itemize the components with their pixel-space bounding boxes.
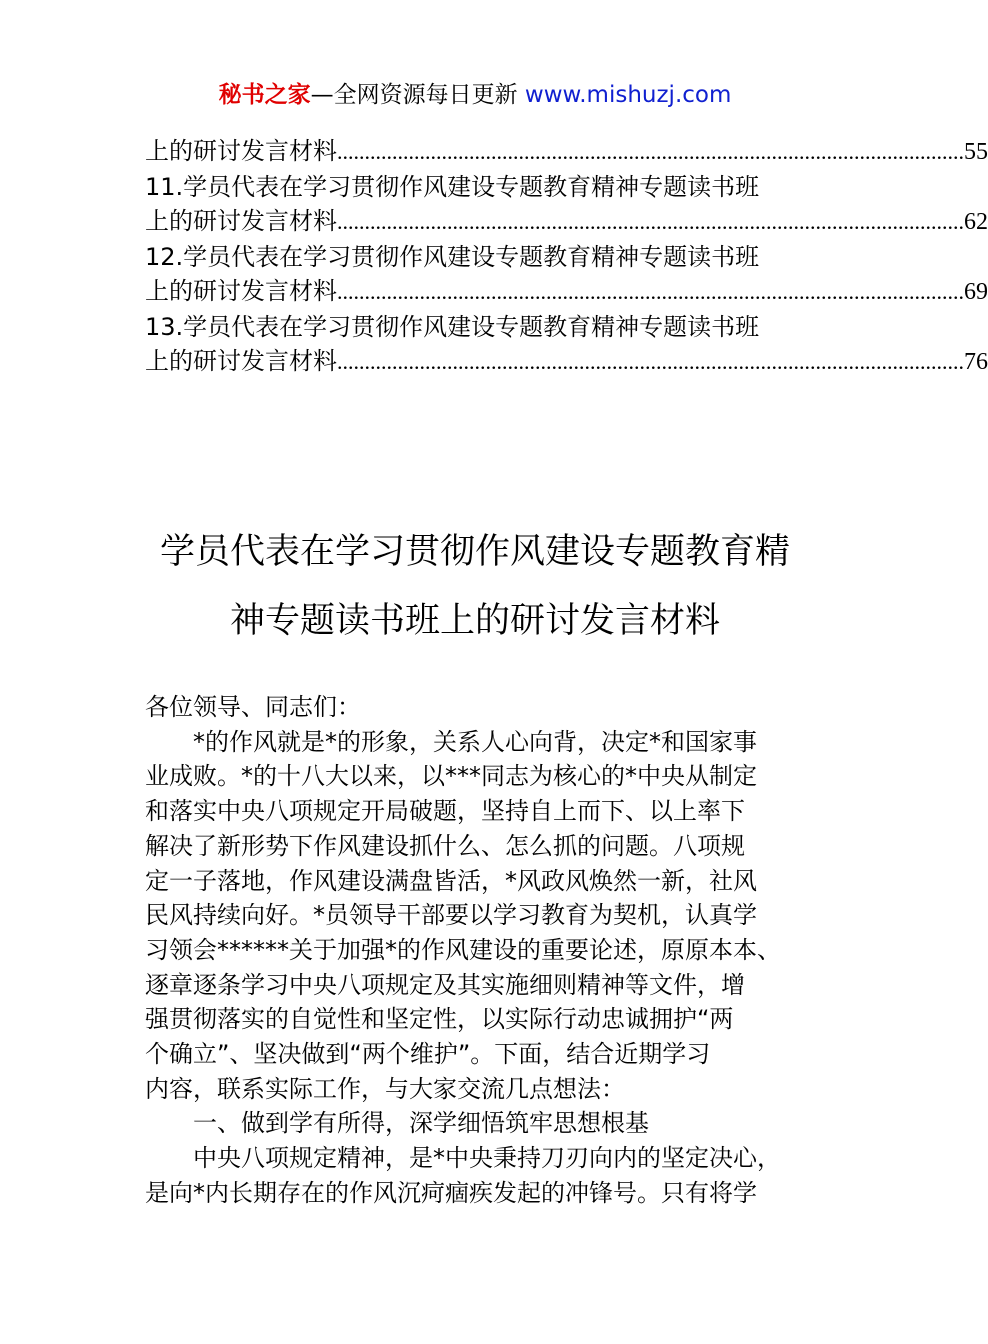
- document-title-line-2: 神专题读书班上的研讨发言材料: [229, 601, 720, 641]
- toc-leader: ..................................................................................................................: [337, 139, 964, 164]
- toc-leader: ..................................................................................................................: [337, 349, 964, 374]
- toc-line[interactable]: [145, 240, 805, 275]
- toc-line[interactable]: [145, 310, 805, 345]
- toc-entry-text: 上的研讨发言材料: [145, 207, 337, 235]
- toc-entry-text: 11.学员代表在学习贯彻作风建设专题教育精神专题读书班: [145, 172, 760, 201]
- toc-line[interactable]: [145, 274, 988, 310]
- body-line: 个确立”、坚决做到“两个维护”。下面，结合近期学习: [145, 1040, 711, 1069]
- toc-entry-text: 上的研讨发言材料: [145, 347, 337, 375]
- document-title-line-1: 学员代表在学习贯彻作风建设专题教育精: [159, 532, 790, 572]
- site-url[interactable]: www.mishuzj.com: [524, 82, 732, 108]
- body-line: 和落实中央八项规定开局破题，坚持自上而下、以上率下: [145, 797, 745, 826]
- body-line: 强贯彻落实的自觉性和坚定性，以实际行动忠诚拥护“两: [145, 1005, 734, 1034]
- toc-page-number: 55: [964, 139, 988, 165]
- toc-line[interactable]: [145, 344, 988, 380]
- body-line: 定一子落地，作风建设满盘皆活，*风政风焕然一新，社风: [145, 866, 757, 895]
- toc-line[interactable]: [145, 134, 988, 170]
- body-line: 内容，联系实际工作，与大家交流几点想法：: [145, 1074, 625, 1103]
- toc-page-number: 76: [964, 349, 988, 375]
- toc-entry-text: 12.学员代表在学习贯彻作风建设专题教育精神专题读书班: [145, 242, 760, 271]
- header-tagline: —全网资源每日更新: [310, 82, 525, 108]
- toc-leader: ..................................................................................................................: [337, 209, 964, 234]
- toc-line[interactable]: [145, 170, 805, 205]
- body-line: 业成败。*的十八大以来，以***同志为核心的*中央从制定: [145, 762, 757, 791]
- document-body: [145, 690, 815, 1211]
- toc-line[interactable]: [145, 204, 988, 240]
- body-line: 逐章逐条学习中央八项规定及其实施细则精神等文件，增: [145, 970, 745, 999]
- section-heading: 一、做到学有所得，深学细悟筑牢思想根基: [193, 1109, 649, 1138]
- salutation: 各位领导、同志们：: [145, 693, 361, 721]
- body-line: 中央八项规定精神，是*中央秉持刀刃向内的坚定决心，: [193, 1144, 781, 1173]
- brand-name: 秘书之家: [218, 82, 311, 108]
- body-line: 解决了新形势下作风建设抓什么、怎么抓的问题。八项规: [145, 831, 745, 860]
- body-line: 习领会******关于加强*的作风建设的重要论述，原原本本、: [145, 935, 781, 964]
- toc-entry-text: 上的研讨发言材料: [145, 137, 337, 165]
- toc-page-number: 62: [964, 209, 988, 235]
- toc-page-number: 69: [964, 279, 988, 305]
- site-header: [0, 80, 950, 110]
- table-of-contents: [145, 134, 988, 380]
- toc-entry-text: 13.学员代表在学习贯彻作风建设专题教育精神专题读书班: [145, 312, 760, 341]
- toc-entry-text: 上的研讨发言材料: [145, 277, 337, 305]
- toc-leader: ..................................................................................................................: [337, 279, 964, 304]
- body-line: 是向*内长期存在的作风沉疴痼疾发起的冲锋号。只有将学: [145, 1178, 757, 1207]
- body-line: *的作风就是*的形象，关系人心向背，决定*和国家事: [193, 727, 757, 756]
- body-line: 民风持续向好。*员领导干部要以学习教育为契机，认真学: [145, 901, 757, 930]
